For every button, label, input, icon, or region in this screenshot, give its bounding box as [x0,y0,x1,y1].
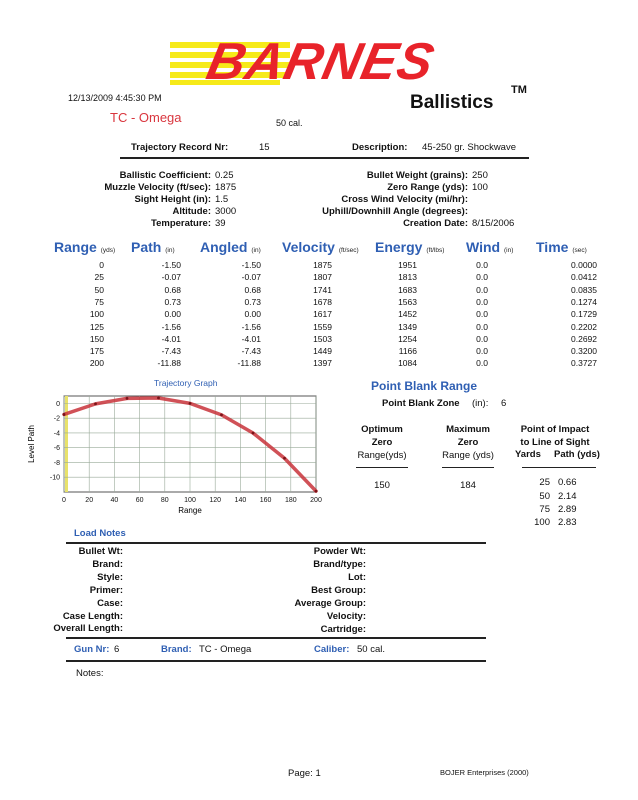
impact-yards: 75 [539,504,550,515]
load-note-label: Lot: [348,572,366,583]
table-cell: 0.2692 [571,333,597,344]
table-cell: 1807 [313,272,332,283]
optimum-header-line: Zero [371,437,393,448]
col-header-angled [200,239,261,255]
table-cell: 0.0 [476,321,488,332]
table-cell: 1813 [398,272,417,283]
table-cell: 0.0 [476,284,488,295]
col-header-wind [466,239,513,255]
record-number: 15 [259,142,270,153]
table-cell: -1.50 [241,260,261,270]
param-value: 8/15/2006 [472,218,515,229]
param-value: 3000 [215,206,237,217]
chart-x-tick-label: 120 [209,497,222,504]
load-note-label: Average Group: [294,598,366,609]
maximum-header-line: Zero [457,437,479,448]
impact-yards: 25 [539,477,550,488]
table-cell: 1683 [398,284,417,295]
table-cell: 0.0 [476,333,488,344]
table-cell: 1084 [398,358,417,369]
brand-value: TC - Omega [199,644,252,655]
chart-x-tick-label: 60 [135,497,144,504]
load-note-label: Brand: [92,559,123,570]
table-cell: 0.68 [164,284,181,295]
table-cell: 0.73 [164,296,181,307]
impact-yards: 50 [539,491,550,502]
table-cell: 0.0 [476,272,488,283]
maximum-divider [442,467,494,468]
col-header-time [536,239,587,255]
caliber-value: 50 cal. [357,644,385,655]
table-cell: 1449 [313,346,332,357]
chart-y-tick-label: -2 [53,415,60,423]
table-cell: 1875 [313,260,332,270]
table-cell: 1349 [398,321,417,332]
chart-y-axis-label: Level Path [27,425,36,463]
gun-nr-label: Gun Nr: [74,644,110,655]
record-divider [120,157,529,159]
table-cell: -7.43 [241,346,261,357]
col-header-path [131,239,175,255]
point-blank-zone-unit: (in): [472,398,489,409]
chart-x-tick-label: 140 [234,497,247,504]
load-notes-title: Load Notes [74,528,126,539]
load-note-label: Cartridge: [320,624,366,635]
chart-y-tick-label: -4 [53,430,60,438]
timestamp: 12/13/2009 4:45:30 PM [68,93,162,103]
chart-point [315,490,318,493]
optimum-zero-header [346,423,418,462]
table-cell: 1503 [313,333,332,344]
chart-x-tick-label: 80 [160,497,169,504]
col-unit: (yds) [100,247,116,254]
table-cell: 150 [89,333,104,344]
chart-edge-accent [65,396,68,492]
table-cell: 1617 [313,309,332,320]
table-cell: 0 [99,260,104,270]
load-notes-divider [66,542,486,544]
col-label: Wind [466,239,501,255]
table-cell: 25 [94,272,104,283]
col-label: Range [54,239,97,255]
table-cell: 0.0 [476,309,488,320]
table-cell: -11.88 [237,358,261,369]
table-cell: 200 [89,358,104,369]
table-cell: 125 [89,321,104,332]
chart-point [126,397,129,400]
col-unit: (in) [165,247,175,254]
chart-x-tick-label: 0 [62,497,66,504]
param-label: Temperature: [150,218,211,229]
load-note-label: Primer: [89,585,123,596]
table-cell: 175 [89,346,104,357]
col-unit: (ft/sec) [338,247,359,254]
chart-x-tick-label: 160 [259,497,272,504]
table-cell: 1678 [313,296,332,307]
col-header-velocity [282,239,359,255]
param-value: 39 [215,218,226,229]
impact-divider [522,467,596,468]
table-cell: 0.0835 [571,284,597,295]
impact-path: 2.83 [558,517,577,528]
table-cell: -4.01 [161,333,181,344]
chart-x-tick-label: 200 [310,497,322,504]
optimum-header-line: Range(yds) [357,450,407,461]
table-cell: 0.2202 [571,321,597,332]
maximum-header-line: Maximum [446,424,490,435]
brand-label: Brand: [161,644,192,655]
caliber-label: Caliber: [314,644,350,655]
table-cell: 0.68 [244,284,261,295]
chart-x-tick-label: 100 [184,497,196,504]
table-cell: 0.0 [476,260,488,270]
barnes-logo [170,33,455,91]
optimum-zero-value: 150 [374,480,390,491]
description-value: 45-250 gr. Shockwave [422,142,517,153]
col-unit: (in) [503,247,514,254]
param-label: Zero Range (yds): [387,182,468,193]
col-label: Time [536,239,569,255]
table-cell: -1.56 [161,321,181,332]
table-cell: 1559 [313,321,332,332]
maximum-zero-value: 184 [460,480,476,491]
table-cell: 0.73 [244,296,261,307]
param-label: Sight Height (in): [134,194,211,205]
col-unit: (ft/lbs) [426,247,445,254]
col-label: Velocity [282,239,335,255]
load-note-label: Velocity: [326,611,366,622]
table-cell: 1254 [398,333,417,344]
caliber-note: 50 cal. [276,118,303,128]
table-cell: 1563 [398,296,417,307]
record-label: Trajectory Record Nr: [131,142,229,153]
table-cell: 1166 [398,346,417,357]
point-blank-title: Point Blank Range [371,379,478,393]
chart-y-tick-label: -6 [53,445,60,453]
table-cell: 0.3727 [571,358,597,369]
col-unit: (sec) [572,247,587,254]
gun-info-top-divider [66,637,486,639]
param-label: Altitude: [172,206,211,217]
chart-point [252,432,255,435]
load-note-label: Brand/type: [313,559,366,570]
chart-point [63,413,66,416]
table-cell: 50 [94,284,104,295]
param-label: Muzzle Velocity (ft/sec): [104,182,211,193]
param-label: Creation Date: [403,218,468,229]
chart-y-tick-label: -10 [49,474,60,482]
page-title: Ballistics [410,92,494,113]
optimum-divider [356,467,408,468]
point-blank-zone-value: 6 [501,398,507,409]
chart-x-tick-label: 180 [284,497,297,504]
table-cell: -0.07 [161,272,181,283]
table-cell: 0.0412 [571,272,597,283]
chart-point [189,402,192,405]
load-note-label: Case: [97,598,123,609]
table-cell: -7.43 [161,346,181,357]
table-cell: 100 [89,309,104,320]
impact-header-line: to Line of Sight [520,437,590,448]
table-cell: 0.0 [476,358,488,369]
table-cell: 1397 [313,358,332,369]
optimum-header-line: Optimum [361,424,403,435]
table-cell: -0.07 [241,272,261,283]
impact-path: 0.66 [558,477,577,488]
param-label: Cross Wind Velocity (mi/hr): [341,194,468,205]
table-cell: 0.1729 [571,309,597,320]
table-cell: 75 [94,296,104,307]
param-label: Bullet Weight (grains): [366,170,468,181]
param-value: 0.25 [215,170,234,181]
table-cell: 0.3200 [571,346,597,357]
trademark: TM [511,84,527,96]
param-value: 1875 [215,182,237,193]
table-cell: 0.1274 [571,296,597,307]
description-label: Description: [352,142,408,153]
chart-point [157,397,160,400]
impact-header-line: Point of Impact [520,424,590,435]
chart-point [220,414,223,417]
gun-info-bottom-divider [66,660,486,662]
impact-header [505,423,605,449]
param-value: 1.5 [215,194,229,205]
impact-path: 2.89 [558,504,577,515]
maximum-header-line: Range (yds) [442,450,494,461]
chart-point [283,457,286,460]
barnes-logo-text: BARNES [201,33,440,91]
table-cell: 1741 [313,284,332,295]
impact-yards: 100 [534,517,550,528]
trajectory-chart [20,388,330,528]
table-cell: 0.0 [476,346,488,357]
load-note-label: Overall Length: [53,623,123,634]
chart-point [94,403,97,406]
table-cell: -1.56 [241,321,261,332]
chart-x-axis-label: Range [178,506,202,515]
table-cell: 0.0 [476,296,488,307]
table-cell: -11.88 [157,358,181,369]
table-cell: -4.01 [241,333,261,344]
company-name: BOJER Enterprises (2000) [440,768,529,777]
impact-path-label: Path (yds) [554,449,600,460]
table-cell: 1452 [398,309,417,320]
param-value: 250 [472,170,488,181]
load-note-label: Case Length: [62,611,123,622]
chart-title: Trajectory Graph [154,378,218,388]
notes-label: Notes: [76,668,104,679]
col-header-energy [375,239,444,255]
impact-yards-label: Yards [515,449,541,460]
gun-name-title: TC - Omega [110,110,182,125]
page-number: Page: 1 [288,768,321,779]
table-cell: -1.50 [161,260,181,270]
chart-x-tick-label: 20 [85,497,94,504]
param-label: Uphill/Downhill Angle (degrees): [322,206,468,217]
col-header-range [54,239,115,255]
chart-y-tick-label: 0 [56,400,60,408]
chart-x-tick-label: 40 [110,497,119,504]
load-note-label: Bullet Wt: [78,546,123,557]
col-label: Energy [375,239,423,255]
table-cell: 0.00 [244,309,261,320]
maximum-zero-header [432,423,504,462]
gun-nr-value: 6 [114,644,120,655]
impact-path: 2.14 [558,491,577,502]
chart-y-tick-label: -8 [53,459,60,467]
param-label: Ballistic Coefficient: [119,170,211,181]
table-cell: 1951 [398,260,417,270]
load-note-label: Style: [97,572,123,583]
col-unit: (in) [251,247,261,254]
col-label: Angled [200,239,248,255]
param-value: 100 [472,182,488,193]
table-cell: 0.0000 [571,260,597,270]
load-note-label: Best Group: [311,585,366,596]
col-label: Path [131,239,162,255]
table-cell: 0.00 [164,309,181,320]
point-blank-zone-label: Point Blank Zone [382,398,460,409]
load-note-label: Powder Wt: [313,546,366,557]
